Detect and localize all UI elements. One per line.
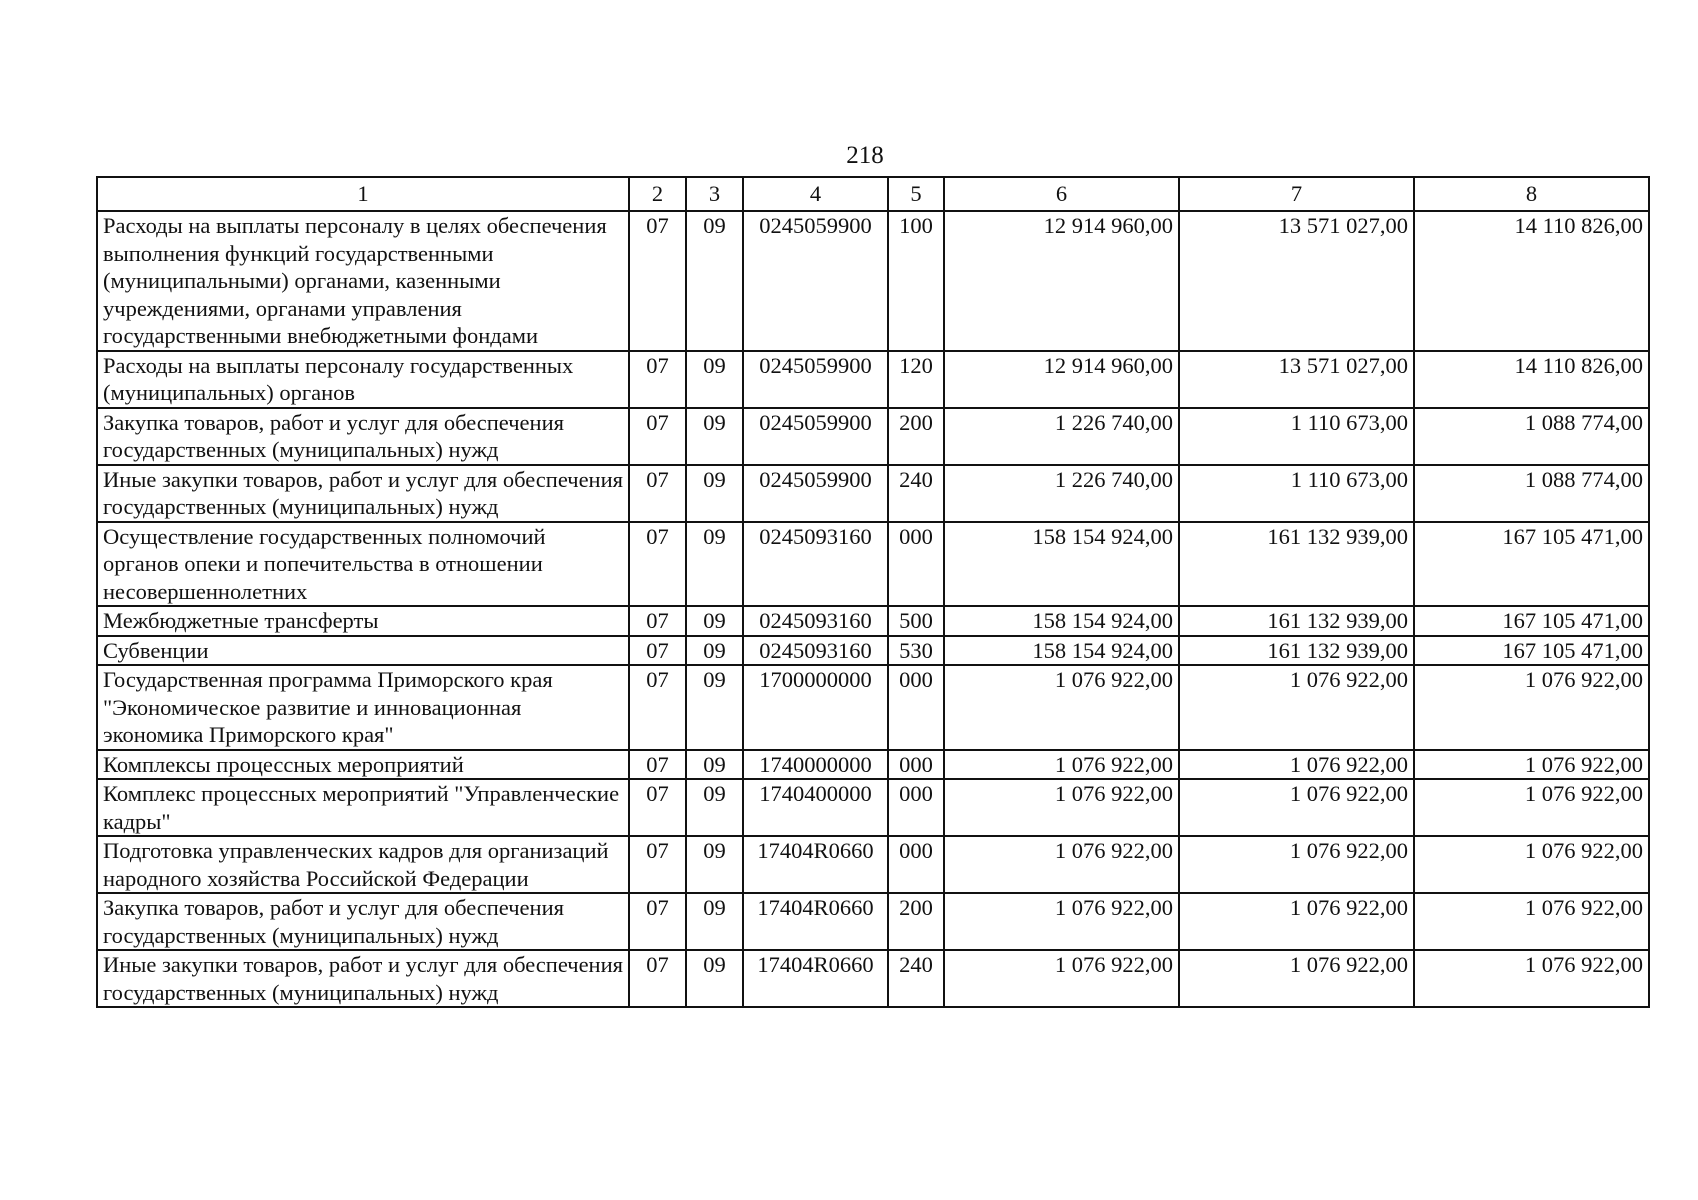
- row-vr-cell: 000: [888, 522, 944, 607]
- table-row: [97, 465, 1649, 522]
- row-name-cell: Осуществление государственных полномочий органов опеки и попечительства в отношении несовершеннолетних: [97, 522, 629, 607]
- row-amount-col7-cell: 13 571 027,00: [1179, 211, 1414, 351]
- row-pr-cell: 09: [686, 211, 743, 351]
- table-row: [97, 779, 1649, 836]
- row-amount-col6-cell: 1 076 922,00: [944, 750, 1179, 780]
- row-amount-col8-cell: 1 076 922,00: [1414, 836, 1649, 893]
- header-cell-6: 6: [944, 177, 1179, 211]
- row-amount-col8-cell: 1 076 922,00: [1414, 893, 1649, 950]
- header-cell-8: 8: [1414, 177, 1649, 211]
- row-vr-cell: 000: [888, 750, 944, 780]
- table-row: [97, 522, 1649, 607]
- row-name-cell: Расходы на выплаты персоналу государственных (муниципальных) органов: [97, 351, 629, 408]
- row-vr-cell: 120: [888, 351, 944, 408]
- row-name-cell: Субвенции: [97, 636, 629, 666]
- row-amount-col8-cell: 1 076 922,00: [1414, 950, 1649, 1007]
- row-amount-col6-cell: 1 226 740,00: [944, 465, 1179, 522]
- row-rz-cell: 07: [629, 408, 686, 465]
- row-pr-cell: 09: [686, 779, 743, 836]
- row-rz-cell: 07: [629, 606, 686, 636]
- row-vr-cell: 500: [888, 606, 944, 636]
- table-body: [97, 211, 1649, 1007]
- row-name-cell: Межбюджетные трансферты: [97, 606, 629, 636]
- row-csr-cell: 17404R0660: [743, 893, 888, 950]
- row-amount-col7-cell: 1 076 922,00: [1179, 779, 1414, 836]
- row-amount-col6-cell: 12 914 960,00: [944, 351, 1179, 408]
- row-amount-col6-cell: 1 076 922,00: [944, 665, 1179, 750]
- row-rz-cell: 07: [629, 950, 686, 1007]
- header-cell-4: 4: [743, 177, 888, 211]
- budget-table: [96, 176, 1650, 1008]
- table-row: [97, 636, 1649, 666]
- row-amount-col7-cell: 1 076 922,00: [1179, 665, 1414, 750]
- row-amount-col6-cell: 158 154 924,00: [944, 606, 1179, 636]
- row-pr-cell: 09: [686, 636, 743, 666]
- row-name-cell: Иные закупки товаров, работ и услуг для обеспечения государственных (муниципальных) нужд: [97, 950, 629, 1007]
- row-name-cell: Комплексы процессных мероприятий: [97, 750, 629, 780]
- row-rz-cell: 07: [629, 836, 686, 893]
- table-row: [97, 408, 1649, 465]
- row-name-cell: Закупка товаров, работ и услуг для обеспечения государственных (муниципальных) нужд: [97, 893, 629, 950]
- row-name-cell: Иные закупки товаров, работ и услуг для обеспечения государственных (муниципальных) нужд: [97, 465, 629, 522]
- row-amount-col6-cell: 1 076 922,00: [944, 893, 1179, 950]
- row-rz-cell: 07: [629, 750, 686, 780]
- header-cell-2: 2: [629, 177, 686, 211]
- row-csr-cell: 0245059900: [743, 465, 888, 522]
- row-amount-col6-cell: 1 226 740,00: [944, 408, 1179, 465]
- row-amount-col8-cell: 1 076 922,00: [1414, 750, 1649, 780]
- row-rz-cell: 07: [629, 351, 686, 408]
- row-amount-col6-cell: 1 076 922,00: [944, 950, 1179, 1007]
- row-vr-cell: 200: [888, 408, 944, 465]
- row-rz-cell: 07: [629, 636, 686, 666]
- table-row: [97, 606, 1649, 636]
- row-amount-col7-cell: 1 076 922,00: [1179, 950, 1414, 1007]
- row-rz-cell: 07: [629, 211, 686, 351]
- row-amount-col8-cell: 14 110 826,00: [1414, 351, 1649, 408]
- row-vr-cell: 000: [888, 779, 944, 836]
- row-pr-cell: 09: [686, 351, 743, 408]
- row-vr-cell: 100: [888, 211, 944, 351]
- row-pr-cell: 09: [686, 750, 743, 780]
- header-cell-1: 1: [97, 177, 629, 211]
- row-name-cell: Подготовка управленческих кадров для организаций народного хозяйства Российской Федерации: [97, 836, 629, 893]
- row-rz-cell: 07: [629, 522, 686, 607]
- row-csr-cell: 0245059900: [743, 211, 888, 351]
- row-pr-cell: 09: [686, 465, 743, 522]
- row-name-cell: Расходы на выплаты персоналу в целях обеспечения выполнения функций государственными (муниципальными) органами, казенными учреждениями, органами управления государственными внебюджетными фондами: [97, 211, 629, 351]
- row-vr-cell: 000: [888, 665, 944, 750]
- row-csr-cell: 1700000000: [743, 665, 888, 750]
- row-amount-col7-cell: 13 571 027,00: [1179, 351, 1414, 408]
- row-amount-col8-cell: 1 076 922,00: [1414, 779, 1649, 836]
- row-pr-cell: 09: [686, 836, 743, 893]
- row-csr-cell: 17404R0660: [743, 950, 888, 1007]
- row-amount-col8-cell: 1 076 922,00: [1414, 665, 1649, 750]
- row-vr-cell: 530: [888, 636, 944, 666]
- row-csr-cell: 0245059900: [743, 408, 888, 465]
- row-pr-cell: 09: [686, 408, 743, 465]
- row-csr-cell: 0245059900: [743, 351, 888, 408]
- row-amount-col7-cell: 161 132 939,00: [1179, 606, 1414, 636]
- row-pr-cell: 09: [686, 950, 743, 1007]
- row-pr-cell: 09: [686, 522, 743, 607]
- header-cell-3: 3: [686, 177, 743, 211]
- row-csr-cell: 0245093160: [743, 636, 888, 666]
- page-number: 218: [846, 142, 884, 169]
- row-vr-cell: 240: [888, 950, 944, 1007]
- row-amount-col7-cell: 1 076 922,00: [1179, 893, 1414, 950]
- row-rz-cell: 07: [629, 665, 686, 750]
- row-csr-cell: 0245093160: [743, 522, 888, 607]
- table-row: [97, 665, 1649, 750]
- row-rz-cell: 07: [629, 779, 686, 836]
- row-amount-col7-cell: 1 076 922,00: [1179, 750, 1414, 780]
- table-row: [97, 836, 1649, 893]
- row-amount-col8-cell: 1 088 774,00: [1414, 465, 1649, 522]
- row-csr-cell: 0245093160: [743, 606, 888, 636]
- row-pr-cell: 09: [686, 606, 743, 636]
- row-csr-cell: 17404R0660: [743, 836, 888, 893]
- row-amount-col6-cell: 12 914 960,00: [944, 211, 1179, 351]
- header-cell-5: 5: [888, 177, 944, 211]
- table-row: [97, 893, 1649, 950]
- header-row: [97, 177, 1649, 211]
- table-row: [97, 211, 1649, 351]
- row-amount-col8-cell: 167 105 471,00: [1414, 606, 1649, 636]
- row-amount-col6-cell: 158 154 924,00: [944, 522, 1179, 607]
- row-amount-col8-cell: 167 105 471,00: [1414, 522, 1649, 607]
- table-row: [97, 950, 1649, 1007]
- row-pr-cell: 09: [686, 893, 743, 950]
- row-pr-cell: 09: [686, 665, 743, 750]
- row-amount-col7-cell: 1 110 673,00: [1179, 465, 1414, 522]
- row-vr-cell: 240: [888, 465, 944, 522]
- row-amount-col7-cell: 161 132 939,00: [1179, 636, 1414, 666]
- row-amount-col7-cell: 1 110 673,00: [1179, 408, 1414, 465]
- row-amount-col6-cell: 1 076 922,00: [944, 836, 1179, 893]
- row-vr-cell: 200: [888, 893, 944, 950]
- row-amount-col8-cell: 14 110 826,00: [1414, 211, 1649, 351]
- row-amount-col6-cell: 1 076 922,00: [944, 779, 1179, 836]
- row-name-cell: Комплекс процессных мероприятий "Управленческие кадры": [97, 779, 629, 836]
- row-amount-col7-cell: 161 132 939,00: [1179, 522, 1414, 607]
- table-row: [97, 750, 1649, 780]
- header-cell-7: 7: [1179, 177, 1414, 211]
- row-amount-col6-cell: 158 154 924,00: [944, 636, 1179, 666]
- row-amount-col8-cell: 1 088 774,00: [1414, 408, 1649, 465]
- row-amount-col7-cell: 1 076 922,00: [1179, 836, 1414, 893]
- row-rz-cell: 07: [629, 893, 686, 950]
- row-csr-cell: 1740400000: [743, 779, 888, 836]
- row-name-cell: Закупка товаров, работ и услуг для обеспечения государственных (муниципальных) нужд: [97, 408, 629, 465]
- row-csr-cell: 1740000000: [743, 750, 888, 780]
- table-row: [97, 351, 1649, 408]
- row-name-cell: Государственная программа Приморского края "Экономическое развитие и инновационная экономика Приморского края": [97, 665, 629, 750]
- row-rz-cell: 07: [629, 465, 686, 522]
- row-amount-col8-cell: 167 105 471,00: [1414, 636, 1649, 666]
- row-vr-cell: 000: [888, 836, 944, 893]
